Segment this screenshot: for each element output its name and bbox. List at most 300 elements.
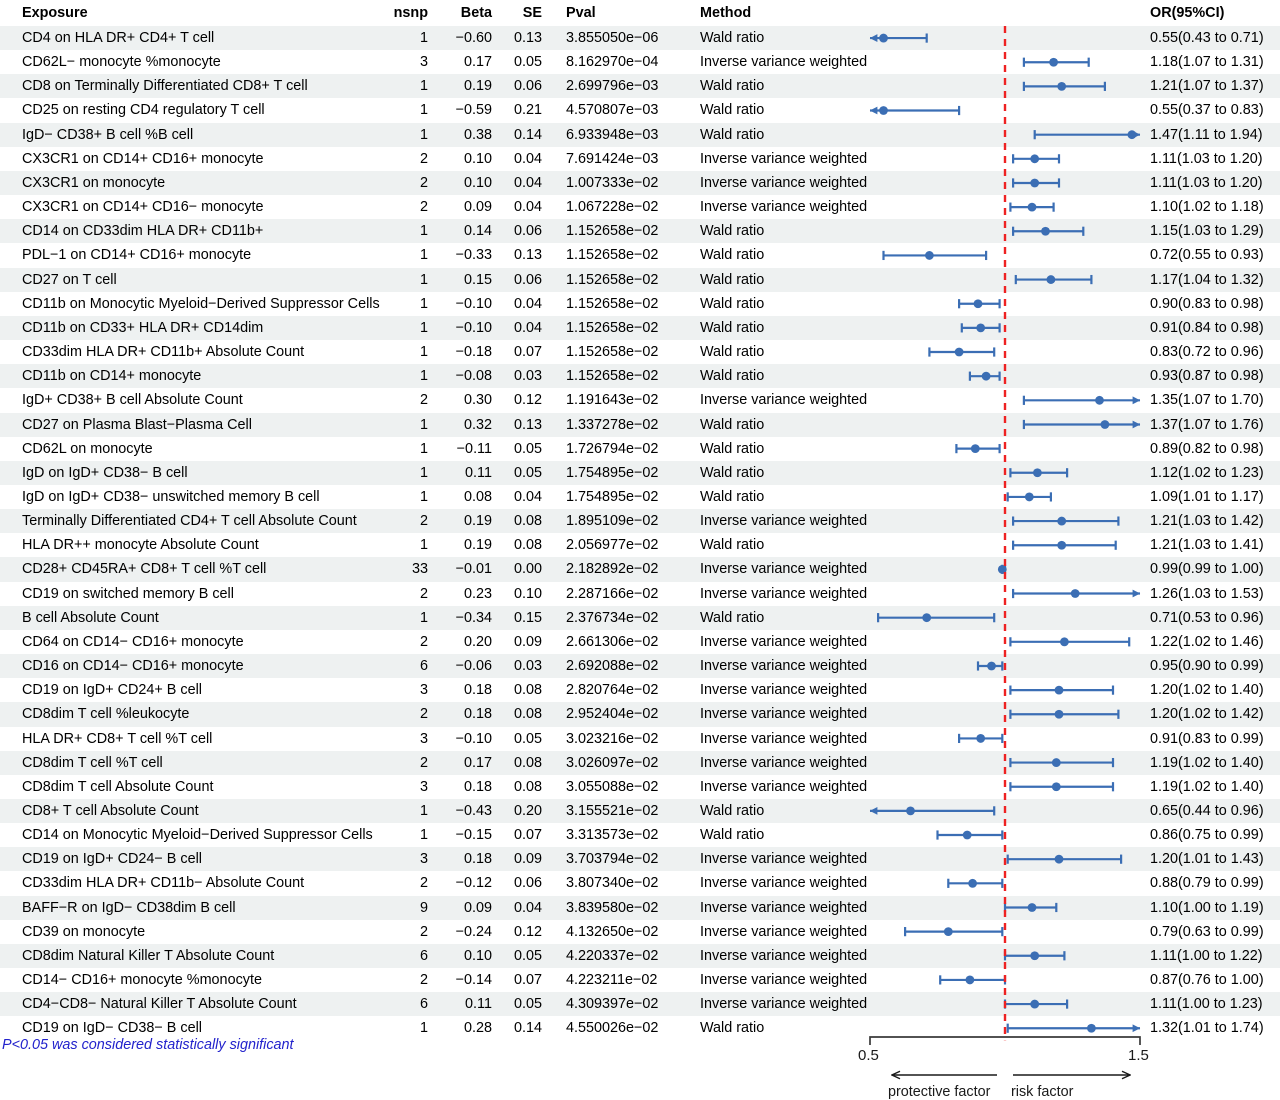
beta-cell: −0.14: [455, 972, 492, 989]
se-cell: 0.12: [513, 392, 542, 409]
or-ci-cell: 1.10(1.02 to 1.18): [1150, 199, 1264, 216]
method-cell: Wald ratio: [700, 126, 765, 143]
method-cell: Inverse variance weighted: [700, 947, 868, 964]
or-ci-cell: 1.18(1.07 to 1.31): [1150, 54, 1264, 71]
exposure-cell: HLA DR++ monocyte Absolute Count: [22, 537, 259, 554]
or-ci-cell: 1.19(1.02 to 1.40): [1150, 778, 1264, 795]
column-header-or: OR(95%CI): [1150, 5, 1225, 21]
exposure-cell: CD19 on IgD− CD38− B cell: [22, 1020, 202, 1037]
pval-cell: 1.191643e−02: [566, 392, 659, 409]
method-cell: Wald ratio: [700, 440, 765, 457]
nsnp-cell: 1: [419, 464, 428, 481]
nsnp-cell: 6: [419, 658, 428, 675]
pval-cell: 2.376734e−02: [566, 609, 659, 626]
method-cell: Inverse variance weighted: [700, 633, 868, 650]
pval-cell: 1.337278e−02: [566, 416, 659, 433]
se-cell: 0.15: [513, 609, 542, 626]
exposure-cell: CD33dim HLA DR+ CD11b+ Absolute Count: [22, 344, 305, 361]
pval-cell: 1.152658e−02: [566, 295, 659, 312]
effect-point: [1030, 1000, 1039, 1009]
pval-cell: 1.726794e−02: [566, 440, 659, 457]
se-cell: 0.07: [513, 972, 542, 989]
beta-cell: 0.15: [463, 271, 492, 288]
beta-cell: 0.19: [463, 78, 492, 95]
se-cell: 0.05: [513, 996, 542, 1013]
x-axis-bracket: [870, 1037, 1140, 1045]
se-cell: 0.14: [513, 126, 542, 143]
pval-cell: 1.152658e−02: [566, 368, 659, 385]
exposure-cell: CD39 on monocyte: [22, 923, 146, 940]
pval-cell: 2.692088e−02: [566, 658, 659, 675]
effect-point: [1028, 903, 1037, 912]
exposure-cell: CD4−CD8− Natural Killer T Absolute Count: [22, 996, 297, 1013]
column-header-exposure: Exposure: [22, 5, 88, 21]
method-cell: Wald ratio: [700, 464, 765, 481]
beta-cell: 0.10: [463, 947, 492, 964]
exposure-cell: PDL−1 on CD14+ CD16+ monocyte: [22, 247, 252, 264]
beta-cell: 0.18: [463, 682, 492, 699]
or-ci-cell: 1.32(1.01 to 1.74): [1150, 1020, 1264, 1037]
pval-cell: 1.754895e−02: [566, 464, 659, 481]
or-ci-cell: 1.11(1.03 to 1.20): [1150, 150, 1263, 167]
exposure-cell: CD64 on CD14− CD16+ monocyte: [22, 633, 244, 650]
beta-cell: 0.09: [463, 199, 492, 216]
effect-point: [1071, 589, 1080, 598]
effect-point: [1057, 517, 1066, 526]
pval-cell: 3.703794e−02: [566, 851, 659, 868]
effect-point: [976, 734, 985, 743]
method-cell: Inverse variance weighted: [700, 923, 868, 940]
method-cell: Inverse variance weighted: [700, 585, 868, 602]
method-cell: Wald ratio: [700, 30, 765, 46]
or-ci-cell: 1.22(1.02 to 1.46): [1150, 633, 1264, 650]
exposure-cell: CD8dim T cell %T cell: [22, 754, 163, 771]
effect-point: [955, 348, 964, 357]
effect-point: [1033, 468, 1042, 477]
or-ci-cell: 1.47(1.11 to 1.94): [1150, 126, 1263, 143]
effect-point: [966, 976, 975, 985]
or-ci-cell: 0.83(0.72 to 0.96): [1150, 344, 1264, 361]
method-cell: Wald ratio: [700, 827, 765, 844]
nsnp-cell: 1: [419, 30, 428, 46]
exposure-cell: CX3CR1 on CD14+ CD16+ monocyte: [22, 150, 264, 167]
method-cell: Inverse variance weighted: [700, 899, 868, 916]
method-cell: Inverse variance weighted: [700, 778, 868, 795]
exposure-cell: CD62L− monocyte %monocyte: [22, 54, 221, 71]
nsnp-cell: 1: [419, 803, 428, 819]
method-cell: Wald ratio: [700, 295, 765, 312]
effect-point: [1030, 951, 1039, 960]
beta-cell: 0.11: [465, 464, 492, 481]
axis-tick-label-low: 0.5: [858, 1047, 879, 1064]
se-cell: 0.08: [513, 537, 542, 554]
nsnp-cell: 2: [419, 754, 428, 771]
or-ci-cell: 1.12(1.02 to 1.23): [1150, 464, 1264, 481]
pval-cell: 1.895109e−02: [566, 513, 659, 530]
method-cell: Wald ratio: [700, 416, 765, 433]
nsnp-cell: 1: [419, 609, 428, 626]
nsnp-cell: 2: [419, 150, 428, 167]
beta-cell: −0.06: [455, 658, 492, 675]
nsnp-cell: 9: [419, 899, 428, 916]
nsnp-cell: 2: [419, 585, 428, 602]
beta-cell: 0.18: [463, 851, 492, 868]
nsnp-cell: 2: [419, 875, 428, 892]
or-ci-cell: 1.21(1.07 to 1.37): [1150, 78, 1264, 95]
effect-point: [1052, 758, 1061, 767]
method-cell: Wald ratio: [700, 803, 765, 819]
beta-cell: 0.10: [463, 174, 492, 191]
exposure-cell: CD33dim HLA DR+ CD11b− Absolute Count: [22, 875, 305, 892]
pval-cell: 4.570807e−03: [566, 102, 659, 119]
beta-cell: −0.08: [455, 368, 492, 385]
pval-cell: 4.132650e−02: [566, 923, 659, 940]
or-ci-cell: 0.90(0.83 to 0.98): [1150, 295, 1264, 312]
effect-point: [1052, 782, 1061, 791]
beta-cell: −0.43: [455, 803, 492, 819]
or-ci-cell: 0.55(0.37 to 0.83): [1150, 102, 1264, 119]
se-cell: 0.04: [513, 899, 542, 916]
beta-cell: −0.10: [455, 730, 492, 747]
nsnp-cell: 3: [419, 851, 428, 868]
beta-cell: −0.59: [455, 102, 492, 119]
effect-point: [1055, 855, 1064, 864]
se-cell: 0.03: [513, 658, 542, 675]
pval-cell: 3.313573e−02: [566, 827, 659, 844]
effect-point: [982, 372, 991, 381]
nsnp-cell: 1: [419, 827, 428, 844]
pval-cell: 3.155521e−02: [566, 803, 659, 819]
or-ci-cell: 0.93(0.87 to 0.98): [1150, 368, 1264, 385]
beta-cell: 0.19: [463, 537, 492, 554]
exposure-cell: IgD on IgD+ CD38− B cell: [22, 464, 188, 481]
method-cell: Inverse variance weighted: [700, 682, 868, 699]
or-ci-cell: 0.99(0.99 to 1.00): [1150, 561, 1264, 578]
se-cell: 0.04: [513, 319, 542, 336]
column-header-nsnp: nsnp: [393, 5, 428, 21]
nsnp-cell: 1: [419, 319, 428, 336]
beta-cell: 0.18: [463, 778, 492, 795]
method-cell: Wald ratio: [700, 271, 765, 288]
beta-cell: 0.28: [463, 1020, 492, 1037]
effect-point: [944, 927, 953, 936]
exposure-cell: Terminally Differentiated CD4+ T cell Absolute Count: [22, 513, 357, 530]
pval-cell: 3.855050e−06: [566, 30, 659, 46]
se-cell: 0.07: [513, 827, 542, 844]
nsnp-cell: 1: [419, 537, 428, 554]
effect-point: [1057, 541, 1066, 550]
method-cell: Wald ratio: [700, 488, 765, 505]
method-cell: Wald ratio: [700, 609, 765, 626]
effect-point: [1055, 686, 1064, 695]
pval-cell: 1.754895e−02: [566, 488, 659, 505]
exposure-cell: CD8+ T cell Absolute Count: [22, 803, 199, 819]
pval-cell: 1.152658e−02: [566, 344, 659, 361]
se-cell: 0.08: [513, 513, 542, 530]
beta-cell: 0.14: [463, 223, 492, 240]
nsnp-cell: 1: [419, 126, 428, 143]
method-cell: Inverse variance weighted: [700, 730, 868, 747]
pval-cell: 4.220337e−02: [566, 947, 659, 964]
nsnp-cell: 1: [419, 488, 428, 505]
exposure-cell: CD19 on switched memory B cell: [22, 585, 234, 602]
effect-point: [1101, 420, 1110, 429]
exposure-cell: CD8dim T cell Absolute Count: [22, 778, 214, 795]
beta-cell: −0.15: [455, 827, 492, 844]
exposure-cell: IgD on IgD+ CD38− unswitched memory B cell: [22, 488, 320, 505]
beta-cell: 0.10: [463, 150, 492, 167]
nsnp-cell: 2: [419, 972, 428, 989]
beta-cell: −0.18: [455, 344, 492, 361]
se-cell: 0.14: [513, 1020, 542, 1037]
nsnp-cell: 2: [419, 513, 428, 530]
method-cell: Inverse variance weighted: [700, 754, 868, 771]
beta-cell: 0.17: [463, 54, 492, 71]
or-ci-cell: 0.79(0.63 to 0.99): [1150, 923, 1264, 940]
se-cell: 0.13: [513, 30, 542, 46]
pval-cell: 2.056977e−02: [566, 537, 659, 554]
or-ci-cell: 0.87(0.76 to 1.00): [1150, 972, 1264, 989]
method-cell: Wald ratio: [700, 223, 765, 240]
nsnp-cell: 2: [419, 923, 428, 940]
nsnp-cell: 1: [419, 368, 428, 385]
se-cell: 0.07: [513, 344, 542, 361]
exposure-cell: B cell Absolute Count: [22, 609, 159, 626]
effect-point: [925, 251, 934, 260]
se-cell: 0.05: [513, 947, 542, 964]
or-ci-cell: 0.71(0.53 to 0.96): [1150, 609, 1264, 626]
nsnp-cell: 1: [419, 416, 428, 433]
nsnp-cell: 3: [419, 778, 428, 795]
effect-point: [1087, 1024, 1096, 1033]
exposure-cell: CD16 on CD14− CD16+ monocyte: [22, 658, 244, 675]
pval-cell: 1.152658e−02: [566, 271, 659, 288]
pval-cell: 2.820764e−02: [566, 682, 659, 699]
beta-cell: 0.09: [463, 899, 492, 916]
or-ci-cell: 1.21(1.03 to 1.41): [1150, 537, 1264, 554]
effect-point: [963, 831, 972, 840]
or-ci-cell: 1.11(1.00 to 1.23): [1150, 996, 1263, 1013]
se-cell: 0.08: [513, 754, 542, 771]
effect-point: [922, 613, 931, 622]
or-ci-cell: 0.86(0.75 to 0.99): [1150, 827, 1264, 844]
pval-cell: 1.152658e−02: [566, 319, 659, 336]
effect-point: [987, 662, 996, 671]
exposure-cell: CD62L on monocyte: [22, 440, 153, 457]
effect-point: [968, 879, 977, 888]
method-cell: Inverse variance weighted: [700, 174, 868, 191]
method-cell: Inverse variance weighted: [700, 996, 868, 1013]
nsnp-cell: 2: [419, 174, 428, 191]
beta-cell: −0.10: [455, 295, 492, 312]
method-cell: Inverse variance weighted: [700, 972, 868, 989]
nsnp-cell: 2: [419, 706, 428, 723]
or-ci-cell: 1.21(1.03 to 1.42): [1150, 513, 1264, 530]
se-cell: 0.09: [513, 851, 542, 868]
effect-point: [1030, 154, 1039, 163]
beta-cell: −0.60: [455, 30, 492, 46]
effect-point: [1030, 179, 1039, 188]
nsnp-cell: 1: [419, 102, 428, 119]
se-cell: 0.21: [513, 102, 542, 119]
se-cell: 0.08: [513, 682, 542, 699]
or-ci-cell: 1.09(1.01 to 1.17): [1150, 488, 1264, 505]
effect-point: [971, 444, 980, 453]
beta-cell: 0.19: [463, 513, 492, 530]
beta-cell: 0.38: [463, 126, 492, 143]
method-cell: Inverse variance weighted: [700, 392, 868, 409]
beta-cell: −0.12: [455, 875, 492, 892]
se-cell: 0.10: [513, 585, 542, 602]
pval-cell: 2.287166e−02: [566, 585, 659, 602]
se-cell: 0.20: [513, 803, 542, 819]
effect-point: [1055, 710, 1064, 719]
effect-point: [1095, 396, 1104, 405]
nsnp-cell: 6: [419, 947, 428, 964]
method-cell: Inverse variance weighted: [700, 561, 868, 578]
beta-cell: 0.18: [463, 706, 492, 723]
or-ci-cell: 1.10(1.00 to 1.19): [1150, 899, 1264, 916]
beta-cell: −0.24: [455, 923, 492, 940]
method-cell: Inverse variance weighted: [700, 150, 868, 167]
or-ci-cell: 0.91(0.83 to 0.99): [1150, 730, 1264, 747]
method-cell: Inverse variance weighted: [700, 54, 868, 71]
se-cell: 0.13: [513, 247, 542, 264]
pval-cell: 3.023216e−02: [566, 730, 659, 747]
beta-cell: 0.32: [463, 416, 492, 433]
nsnp-cell: 1: [419, 78, 428, 95]
exposure-cell: CD14 on Monocytic Myeloid−Derived Suppressor Cells: [22, 827, 373, 844]
beta-cell: −0.01: [455, 561, 492, 578]
exposure-cell: CD19 on IgD+ CD24+ B cell: [22, 682, 202, 699]
effect-point: [879, 34, 888, 43]
se-cell: 0.04: [513, 150, 542, 167]
or-ci-cell: 1.20(1.01 to 1.43): [1150, 851, 1264, 868]
method-cell: Wald ratio: [700, 537, 765, 554]
pval-cell: 3.807340e−02: [566, 875, 659, 892]
se-cell: 0.09: [513, 633, 542, 650]
pval-cell: 1.152658e−02: [566, 223, 659, 240]
effect-point: [906, 806, 915, 815]
exposure-cell: CD14− CD16+ monocyte %monocyte: [22, 972, 262, 989]
effect-point: [1057, 82, 1066, 91]
nsnp-cell: 1: [419, 271, 428, 288]
exposure-cell: CD4 on HLA DR+ CD4+ T cell: [22, 30, 215, 46]
or-ci-cell: 1.35(1.07 to 1.70): [1150, 392, 1264, 409]
nsnp-cell: 6: [419, 996, 428, 1013]
column-header-pval: Pval: [566, 5, 596, 21]
beta-cell: −0.34: [455, 609, 492, 626]
se-cell: 0.05: [513, 440, 542, 457]
pval-cell: 4.550026e−02: [566, 1020, 659, 1037]
exposure-cell: CD8dim T cell %leukocyte: [22, 706, 190, 723]
exposure-cell: CD25 on resting CD4 regulatory T cell: [22, 102, 265, 119]
se-cell: 0.06: [513, 875, 542, 892]
pval-cell: 2.182892e−02: [566, 561, 659, 578]
or-ci-cell: 0.89(0.82 to 0.98): [1150, 440, 1264, 457]
exposure-cell: BAFF−R on IgD− CD38dim B cell: [22, 899, 236, 916]
pval-cell: 4.309397e−02: [566, 996, 659, 1013]
nsnp-cell: 2: [419, 392, 428, 409]
exposure-cell: CD11b on CD33+ HLA DR+ CD14dim: [22, 319, 264, 336]
effect-point: [879, 106, 888, 115]
or-ci-cell: 0.88(0.79 to 0.99): [1150, 875, 1264, 892]
pval-cell: 1.007333e−02: [566, 174, 659, 191]
se-cell: 0.12: [513, 923, 542, 940]
effect-point: [1041, 227, 1050, 236]
effect-point: [974, 299, 983, 308]
nsnp-cell: 1: [419, 247, 428, 264]
method-cell: Inverse variance weighted: [700, 851, 868, 868]
se-cell: 0.06: [513, 223, 542, 240]
method-cell: Inverse variance weighted: [700, 658, 868, 675]
effect-point: [1049, 58, 1058, 67]
se-cell: 0.05: [513, 464, 542, 481]
column-header-beta: Beta: [460, 5, 492, 21]
or-ci-cell: 1.17(1.04 to 1.32): [1150, 271, 1264, 288]
method-cell: Inverse variance weighted: [700, 513, 868, 530]
or-ci-cell: 1.11(1.03 to 1.20): [1150, 174, 1263, 191]
significance-footnote: P<0.05 was considered statistically significant: [2, 1037, 294, 1053]
or-ci-cell: 0.55(0.43 to 0.71): [1150, 30, 1264, 46]
beta-cell: 0.17: [463, 754, 492, 771]
column-header-se: SE: [522, 5, 542, 21]
se-cell: 0.03: [513, 368, 542, 385]
se-cell: 0.06: [513, 78, 542, 95]
or-ci-cell: 1.26(1.03 to 1.53): [1150, 585, 1264, 602]
pval-cell: 1.067228e−02: [566, 199, 659, 216]
method-cell: Wald ratio: [700, 368, 765, 385]
effect-point: [1060, 637, 1069, 646]
pval-cell: 6.933948e−03: [566, 126, 659, 143]
beta-cell: 0.30: [463, 392, 492, 409]
nsnp-cell: 3: [419, 54, 428, 71]
nsnp-cell: 1: [419, 344, 428, 361]
method-cell: Inverse variance weighted: [700, 706, 868, 723]
or-ci-cell: 1.19(1.02 to 1.40): [1150, 754, 1264, 771]
exposure-cell: CD27 on Plasma Blast−Plasma Cell: [22, 416, 252, 433]
exposure-cell: CD19 on IgD+ CD24− B cell: [22, 851, 202, 868]
axis-tick-label-high: 1.5: [1128, 1047, 1149, 1064]
beta-cell: −0.11: [456, 440, 492, 457]
se-cell: 0.00: [513, 561, 542, 578]
or-ci-cell: 1.20(1.02 to 1.40): [1150, 682, 1264, 699]
exposure-cell: IgD+ CD38+ B cell Absolute Count: [22, 392, 243, 409]
or-ci-cell: 0.91(0.84 to 0.98): [1150, 319, 1264, 336]
nsnp-cell: 2: [419, 199, 428, 216]
pval-cell: 3.055088e−02: [566, 778, 659, 795]
method-cell: Wald ratio: [700, 344, 765, 361]
exposure-cell: CD11b on Monocytic Myeloid−Derived Suppressor Cells: [22, 295, 380, 312]
method-cell: Wald ratio: [700, 102, 765, 119]
se-cell: 0.05: [513, 730, 542, 747]
nsnp-cell: 3: [419, 682, 428, 699]
exposure-cell: CX3CR1 on monocyte: [22, 174, 166, 191]
exposure-cell: CX3CR1 on CD14+ CD16− monocyte: [22, 199, 264, 216]
method-cell: Wald ratio: [700, 319, 765, 336]
beta-cell: −0.33: [455, 247, 492, 264]
nsnp-cell: 1: [419, 223, 428, 240]
beta-cell: −0.10: [455, 319, 492, 336]
effect-point: [976, 323, 985, 332]
exposure-cell: CD14 on CD33dim HLA DR+ CD11b+: [22, 223, 264, 240]
pval-cell: 3.839580e−02: [566, 899, 659, 916]
pval-cell: 4.223211e−02: [566, 972, 658, 989]
exposure-cell: CD27 on T cell: [22, 271, 117, 288]
method-cell: Inverse variance weighted: [700, 199, 868, 216]
nsnp-cell: 33: [411, 561, 428, 578]
or-ci-cell: 0.95(0.90 to 0.99): [1150, 658, 1264, 675]
